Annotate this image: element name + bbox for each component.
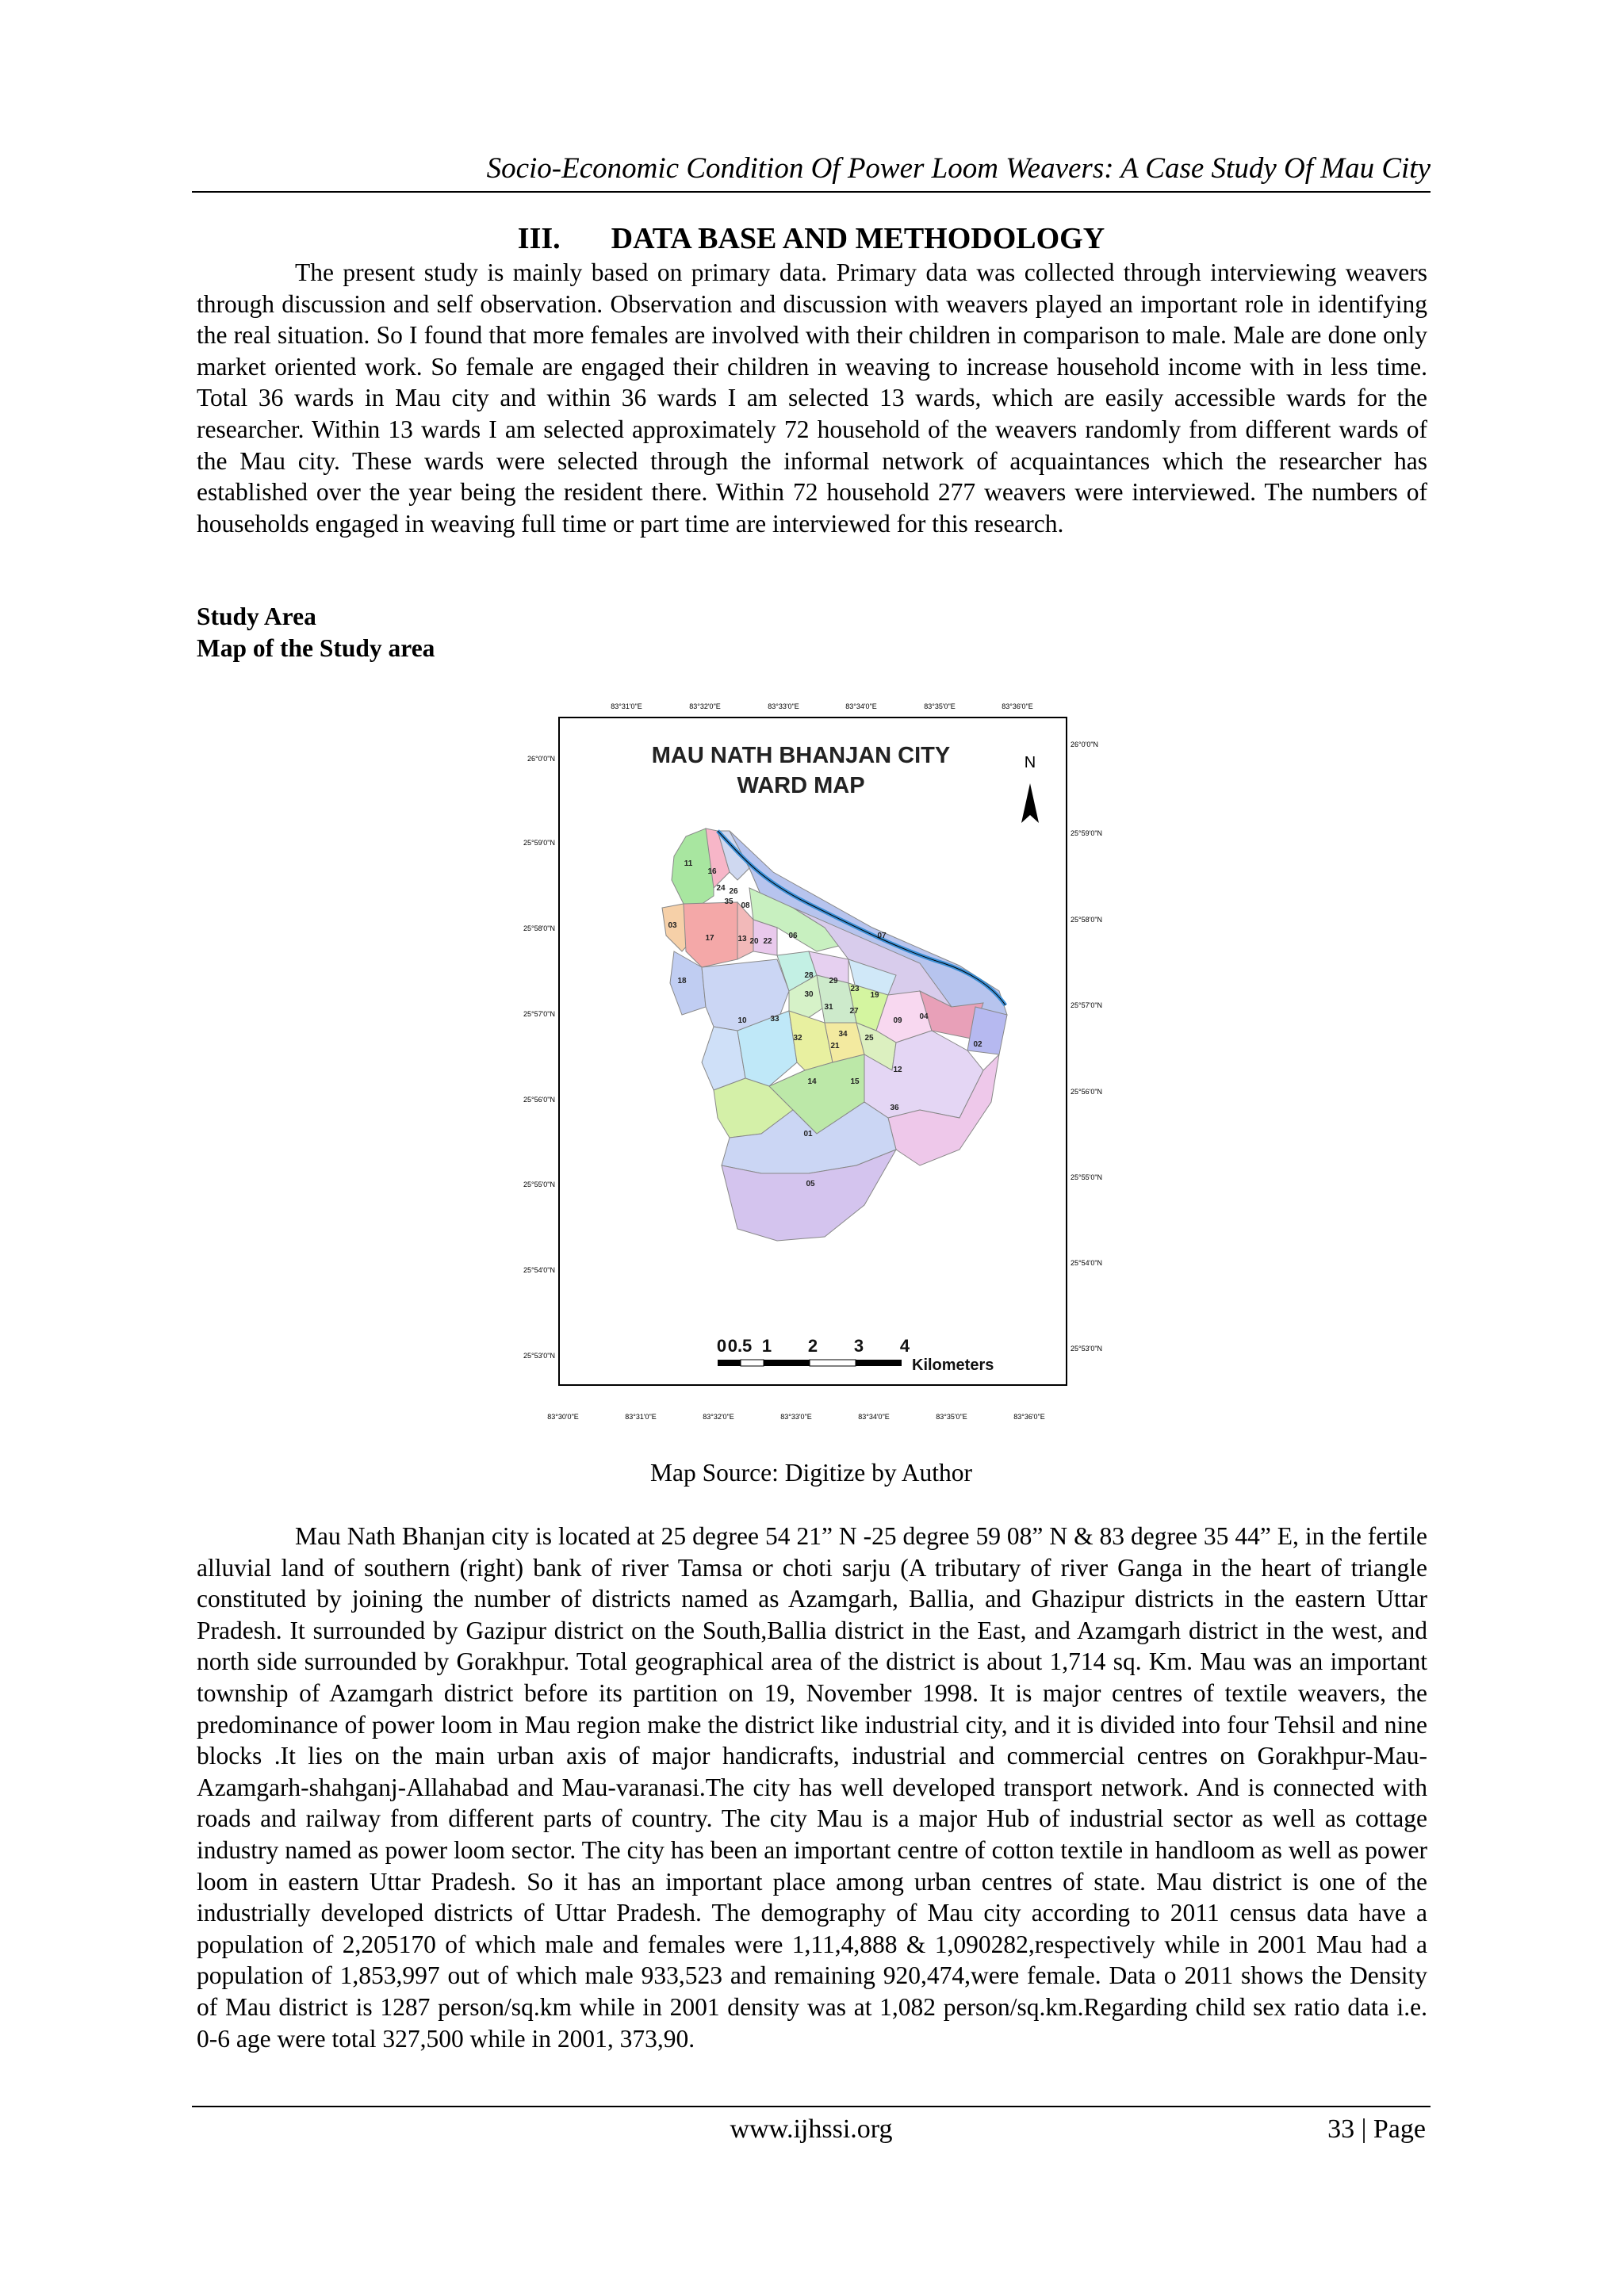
scale-unit: Kilometers: [912, 1357, 994, 1374]
right-tick: 25°56'0"N: [1071, 1088, 1103, 1096]
ward-label: 33: [770, 1015, 779, 1024]
study-area-heading: Study Area: [197, 603, 316, 630]
bottom-tick: 83°31'0"E: [625, 1413, 657, 1421]
ward-label: 29: [829, 977, 838, 985]
bottom-tick: 83°30'0"E: [547, 1413, 579, 1421]
ward-label: 34: [838, 1030, 848, 1039]
ward-label: 09: [893, 1016, 902, 1025]
section-number: III.: [517, 222, 561, 255]
study-area-text: Mau Nath Bhanjan city is located at 25 degree 54 21” N -25 degree 59 08” N & 83 degree 35 44” E, in the fertile alluvial land of southern (right) bank of river Tamsa or choti sarju (A tributary of river Ganga in the heart of triangle constituted by joining the number of districts named as Azamgarh, Ballia, and Ghazipur districts in the eastern Uttar Pradesh. It surrounded by Gazipur district on the South,Ballia district in the East, and Azamgarh district in the west, and north side surrounded by Gorakhpur. Total geographical area of the district is about 1,714 sq. Km. Mau was an important township of Azamgarh district before its partition on 19, November 1998. It is major centres of textile weavers, the predominance of power loom in Mau region make the district like industrial city, and it is divided into four Tehsil and nine blocks .It lies on the main urban axis of major handicrafts, industrial and commercial centres on Gorakhpur-Mau-Azamgarh-shahganj-Allahabad and Mau-varanasi.The city has well developed transport network. And is connected with roads and railway from different parts of country. The city Mau is a major Hub of industrial sector as well as cottage industry named as power loom sector. The city has been an important centre of cotton textile in handloom as well as power loom in eastern Uttar Pradesh. So it has an important place among urban centres of state. Mau district is one of the industrially developed districts of Uttar Pradesh. The demography of Mau city according to 2011 census data have a population of 2,205170 of which male and females were 1,11,4,888 & 1,090282,respectively while in 2001 Mau had a population of 1,853,997 out of which male 933,523 and remaining 920,474,were female. Data o 2011 shows the Density of Mau district is 1287 person/sq.km while in 2001 density was at 1,082 person/sq.km.Regarding child sex ratio data i.e. 0-6 age were total 327,500 while in 2001, 373,90.: [197, 1522, 1427, 2053]
bottom-tick: 83°32'0"E: [703, 1413, 734, 1421]
north-label: N: [1024, 754, 1036, 771]
study-area-map: [476, 690, 1174, 1427]
ward-label: 12: [893, 1066, 902, 1074]
right-tick: 25°58'0"N: [1071, 916, 1103, 924]
ward-label: 24: [716, 884, 726, 893]
ward-label: 17: [705, 934, 714, 943]
ward-label: 35: [724, 897, 733, 906]
ward-label: 18: [677, 977, 687, 985]
ward-label: 03: [668, 921, 677, 930]
bottom-tick: 83°34'0"E: [858, 1413, 890, 1421]
left-tick: 25°54'0"N: [523, 1266, 555, 1274]
bottom-tick: 83°33'0"E: [780, 1413, 812, 1421]
ward-label: 19: [870, 991, 879, 1000]
ward-label: 04: [919, 1012, 929, 1021]
left-tick: 25°58'0"N: [523, 924, 555, 932]
right-tick: 26°0'0"N: [1071, 740, 1099, 748]
map-heading: Map of the Study area: [197, 634, 435, 662]
right-tick: 25°55'0"N: [1071, 1173, 1103, 1181]
ward-label: 10: [737, 1016, 747, 1025]
map-title-line2: WARD MAP: [737, 773, 865, 798]
top-tick: 83°33'0"E: [768, 702, 799, 710]
ward-label: 08: [741, 901, 750, 910]
ward-label: 32: [793, 1034, 802, 1043]
ward-label: 25: [864, 1034, 874, 1043]
ward-label: 21: [830, 1042, 840, 1050]
map-title-line1: MAU NATH BHANJAN CITY: [651, 743, 951, 768]
footer-page-number: 33 | Page: [1327, 2114, 1426, 2144]
left-tick: 25°59'0"N: [523, 839, 555, 847]
left-tick: 25°53'0"N: [523, 1352, 555, 1360]
left-tick: 26°0'0"N: [527, 755, 555, 763]
scale-label: 3: [853, 1336, 864, 1356]
left-tick: 25°56'0"N: [523, 1096, 555, 1104]
bottom-tick: 83°36'0"E: [1013, 1413, 1045, 1421]
ward-label: 36: [890, 1104, 899, 1112]
right-tick: 25°53'0"N: [1071, 1345, 1103, 1353]
right-axis-ticks: [1071, 740, 1102, 1353]
ward-label: 22: [763, 937, 772, 946]
footer-website: www.ijhssi.org: [730, 2114, 893, 2144]
ward-label: 07: [877, 932, 887, 940]
map-caption: Map Source: Digitize by Author: [650, 1459, 972, 1487]
study-area-paragraph: [197, 1521, 1427, 2054]
top-tick: 83°34'0"E: [845, 702, 877, 710]
top-tick: 83°36'0"E: [1002, 702, 1033, 710]
scale-label: 1: [761, 1336, 772, 1356]
right-tick: 25°54'0"N: [1071, 1259, 1103, 1267]
ward-label: 28: [804, 971, 814, 980]
methodology-paragraph: [197, 257, 1427, 539]
ward-label: 30: [804, 990, 814, 999]
scale-label: 0: [716, 1336, 727, 1356]
bottom-axis-ticks: [547, 1413, 1045, 1421]
ward-label: 06: [788, 932, 798, 940]
ward-label: 23: [850, 985, 860, 993]
ward-label: 27: [849, 1007, 859, 1016]
ward-label: 15: [850, 1077, 860, 1086]
methodology-text: The present study is mainly based on primary data. Primary data was collected through interviewing weavers through discussion and self observation. Observation and discussion with weavers played an important role in identifying the real situation. So I found that more females are involved with their children in comparison to male. Male are done only market oriented work. So female are engaged their children in weaving to increase household income with in less time. Total 36 wards in Mau city and within 36 wards I am selected 13 wards, which are easily accessible wards for the researcher. Within 13 wards I am selected approximately 72 household of the weavers randomly from different wards of the Mau city. These wards were selected through the informal network of acquaintances which the researcher has established over the year being the resident there. Within 72 household 277 weavers were interviewed. The numbers of households engaged in weaving full time or part time are interviewed for this research.: [197, 258, 1427, 538]
top-tick: 83°32'0"E: [689, 702, 721, 710]
footer-rule: [192, 2106, 1431, 2107]
scale-label: 2: [807, 1336, 818, 1356]
right-tick: 25°57'0"N: [1071, 1001, 1103, 1009]
section-title: DATA BASE AND METHODOLOGY: [611, 222, 1105, 255]
right-tick: 25°59'0"N: [1071, 829, 1103, 837]
ward-label: 14: [807, 1077, 817, 1086]
ward-map-figure: [476, 690, 1174, 1427]
ward-label: 02: [973, 1040, 982, 1049]
ward-label: 20: [749, 937, 759, 946]
ward-label: 01: [803, 1130, 813, 1138]
scale-label: 0.5: [727, 1336, 753, 1356]
ward-label: 16: [707, 867, 717, 876]
top-tick: 83°31'0"E: [611, 702, 642, 710]
ward-label: 11: [684, 859, 693, 868]
ward-label: 13: [737, 935, 747, 943]
top-tick: 83°35'0"E: [924, 702, 956, 710]
running-header: Socio-Economic Condition Of Power Loom Weavers: A Case Study Of Mau City: [486, 152, 1431, 185]
top-axis-ticks: [611, 702, 1033, 710]
ward-label: 26: [729, 887, 738, 896]
section-heading: [192, 220, 1431, 257]
scale-label: 4: [899, 1336, 910, 1356]
left-axis-ticks: [523, 755, 555, 1360]
bottom-tick: 83°35'0"E: [936, 1413, 967, 1421]
ward-label: 31: [824, 1003, 833, 1012]
header-rule: [192, 191, 1431, 193]
ward-label: 05: [806, 1180, 815, 1188]
left-tick: 25°55'0"N: [523, 1181, 555, 1188]
left-tick: 25°57'0"N: [523, 1010, 555, 1018]
